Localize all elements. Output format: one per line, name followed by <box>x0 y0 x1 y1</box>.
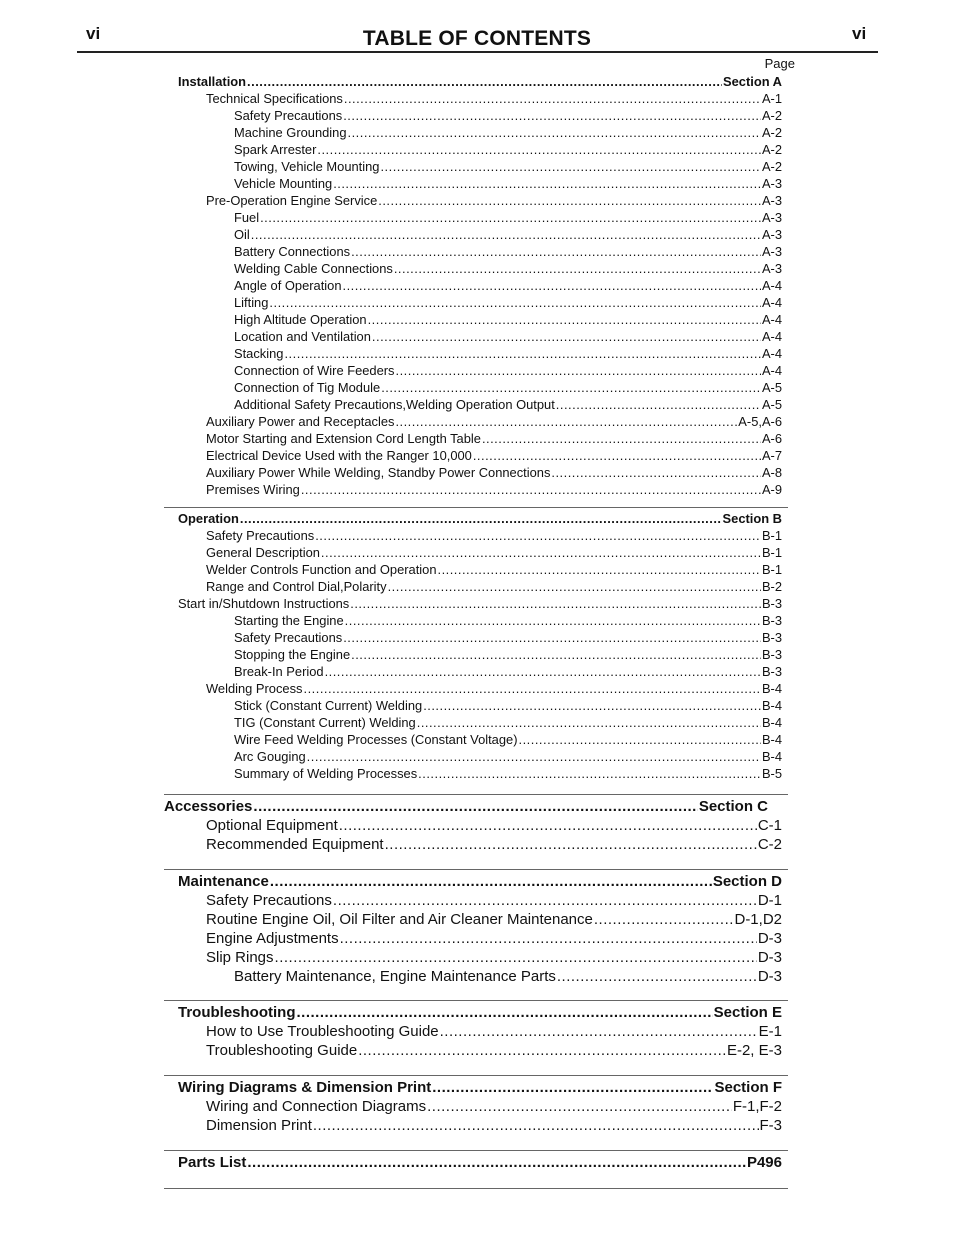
toc-entry-title: Safety Precautions <box>206 528 315 543</box>
toc-entry <box>178 1078 782 1097</box>
dot-leader <box>418 765 761 782</box>
toc-entry-title: Break-In Period <box>234 664 324 679</box>
dot-leader <box>348 124 761 141</box>
toc-entry-page: A-4 <box>761 329 782 344</box>
toc-entry-page: A-3 <box>761 244 782 259</box>
toc-entry-page: A-8 <box>761 465 782 480</box>
toc-entry-title: Welding Process <box>206 681 303 696</box>
dot-leader <box>432 1078 713 1097</box>
toc-entry-page: B-3 <box>761 630 782 645</box>
toc-entry-page: A-6 <box>761 431 782 446</box>
dot-leader <box>417 714 761 731</box>
toc-entry-title: Troubleshooting Guide <box>206 1042 358 1059</box>
dot-leader <box>473 447 761 464</box>
toc-entry-title: Stick (Constant Current) Welding <box>234 698 423 713</box>
dot-leader <box>380 158 760 175</box>
toc-entry-title: Battery Connections <box>234 244 351 259</box>
toc-entry-title: Start in/Shutdown Instructions <box>178 596 350 611</box>
toc-entry-page: A-4 <box>761 295 782 310</box>
dot-leader <box>351 243 761 260</box>
toc-entry-title: Electrical Device Used with the Ranger 10,000 <box>206 448 472 463</box>
toc-entry <box>234 396 782 413</box>
toc-entry-title: Starting the Engine <box>234 613 344 628</box>
toc-entry <box>234 107 782 124</box>
dot-leader <box>313 1116 759 1135</box>
toc-entry-page: B-4 <box>761 749 782 764</box>
toc-entry-title: Parts List <box>178 1154 247 1171</box>
toc-entry-title: Connection of Tig Module <box>234 380 381 395</box>
dot-leader <box>297 1003 713 1022</box>
toc-entry <box>164 797 768 816</box>
toc-entry-page: B-4 <box>761 715 782 730</box>
toc-entry-title: High Altitude Operation <box>234 312 367 327</box>
toc-entry-page: A-1 <box>761 91 782 106</box>
toc-entry <box>178 1153 782 1172</box>
toc-entry-title: Location and Ventilation <box>234 329 371 344</box>
toc-entry-page: B-1 <box>761 545 782 560</box>
toc-entry <box>206 1041 782 1060</box>
toc-entry-page: A-3 <box>761 176 782 191</box>
toc-entry-title: Motor Starting and Extension Cord Length Table <box>206 431 481 446</box>
toc-entry <box>234 175 782 192</box>
dot-leader <box>307 748 761 765</box>
toc-entry <box>234 612 782 629</box>
page-number-left: vi <box>86 24 101 43</box>
toc-entry <box>234 243 782 260</box>
toc-entry <box>234 748 782 765</box>
toc-entry-title: Safety Precautions <box>206 892 332 909</box>
toc-entry-title: Battery Maintenance, Engine Maintenance Parts <box>234 968 556 985</box>
toc-entry-page: D-3 <box>757 930 782 947</box>
toc-entry-page: F-3 <box>759 1117 782 1134</box>
toc-entry-title: Welding Cable Connections <box>234 261 393 276</box>
toc-entry <box>234 731 782 748</box>
dot-leader <box>284 345 760 362</box>
dot-leader <box>247 1153 746 1172</box>
toc-section-wiring <box>164 1078 788 1135</box>
dot-leader <box>427 1097 732 1116</box>
dot-leader <box>388 578 761 595</box>
toc-entry <box>234 765 782 782</box>
toc-entry <box>206 527 782 544</box>
toc-entry <box>206 544 782 561</box>
toc-entry-title: Optional Equipment <box>206 817 338 834</box>
toc-entry-page: B-1 <box>761 528 782 543</box>
toc-section-maintenance <box>164 872 788 986</box>
toc-entry-title: Routine Engine Oil, Oil Filter and Air Cleaner Maintenance <box>206 911 593 928</box>
toc-entry-title: Connection of Wire Feeders <box>234 363 395 378</box>
toc-entry-page: A-3 <box>761 261 782 276</box>
toc-entry <box>206 910 782 929</box>
page-column-label: Page <box>764 56 795 71</box>
toc-entry-page: A-4 <box>761 346 782 361</box>
toc-entry-title: Premises Wiring <box>206 482 300 497</box>
dot-leader <box>333 891 757 910</box>
toc-entry-title: Fuel <box>234 210 260 225</box>
toc-entry <box>206 1022 782 1041</box>
toc-entry-title: Wiring and Connection Diagrams <box>206 1098 427 1115</box>
toc-entry-page: D-3 <box>757 949 782 966</box>
toc-entry-page: A-3 <box>761 193 782 208</box>
toc-section-parts <box>164 1153 788 1172</box>
toc-section-accessories <box>164 797 788 854</box>
toc-entry-title: Towing, Vehicle Mounting <box>234 159 380 174</box>
toc-entry <box>206 1097 782 1116</box>
toc-entry <box>234 379 782 396</box>
dot-leader <box>395 413 737 430</box>
toc-entry-page: E-2, E-3 <box>726 1042 782 1059</box>
toc-entry-page: Section B <box>722 511 782 526</box>
toc-entry-title: Pre-Operation Engine Service <box>206 193 378 208</box>
dot-leader <box>381 379 761 396</box>
dot-leader <box>269 294 761 311</box>
toc-entry <box>178 73 782 90</box>
toc-entry <box>178 872 782 891</box>
toc-entry-page: Section F <box>714 1079 782 1096</box>
toc-entry-title: Stacking <box>234 346 284 361</box>
toc-entry-title: Auxiliary Power and Receptacles <box>206 414 395 429</box>
toc-entry <box>234 646 782 663</box>
toc-entry <box>206 464 782 481</box>
dot-leader <box>321 544 761 561</box>
dot-leader <box>351 646 761 663</box>
toc-entry <box>234 158 782 175</box>
toc-entry <box>206 561 782 578</box>
toc-entry-page: Section A <box>723 74 782 89</box>
toc-entry <box>206 929 782 948</box>
toc-entry <box>234 629 782 646</box>
section-divider <box>164 869 788 870</box>
dot-leader <box>247 73 722 90</box>
toc-entry-page: B-2 <box>761 579 782 594</box>
toc-entry-page: B-5 <box>761 766 782 781</box>
toc-entry <box>234 967 782 986</box>
toc-entry-title: Vehicle Mounting <box>234 176 333 191</box>
toc-entry <box>234 328 782 345</box>
toc-entry-page: A-4 <box>761 278 782 293</box>
toc-entry-title: Oil <box>234 227 250 242</box>
toc-entry-title: Technical Specifications <box>206 91 343 106</box>
toc-entry-title: Troubleshooting <box>178 1004 296 1021</box>
toc-entry-title: TIG (Constant Current) Welding <box>234 715 416 730</box>
toc-entry <box>178 595 782 612</box>
toc-section-installation <box>164 73 788 498</box>
dot-leader <box>368 311 761 328</box>
toc-entry <box>206 90 782 107</box>
toc-entry-page: B-3 <box>761 613 782 628</box>
dot-leader <box>557 967 757 986</box>
toc-entry <box>234 277 782 294</box>
dot-leader <box>423 697 761 714</box>
toc-entry <box>178 1003 782 1022</box>
toc-entry-title: Wire Feed Welding Processes (Constant Voltage) <box>234 732 518 747</box>
toc-entry-page: B-1 <box>761 562 782 577</box>
toc-entry <box>206 948 782 967</box>
toc-entry-page: A-4 <box>761 312 782 327</box>
toc-entry <box>206 192 782 209</box>
toc-entry-page: Section E <box>713 1004 782 1021</box>
toc-entry-title: Additional Safety Precautions,Welding Operation Output <box>234 397 555 412</box>
dot-leader <box>333 175 761 192</box>
toc-entry-title: Stopping the Engine <box>234 647 351 662</box>
toc-entry <box>234 226 782 243</box>
toc-entry <box>234 714 782 731</box>
toc-entry-title: Angle of Operation <box>234 278 342 293</box>
toc-entry-title: Dimension Print <box>206 1117 312 1134</box>
toc-entry-page: B-3 <box>761 596 782 611</box>
toc-entry-page: A-2 <box>761 159 782 174</box>
toc-entry-page: E-1 <box>758 1023 782 1040</box>
toc-entry-page: C-1 <box>757 817 782 834</box>
section-divider <box>164 507 788 508</box>
section-divider <box>164 1150 788 1151</box>
toc-entry-page: B-3 <box>761 664 782 679</box>
toc-entry-title: Summary of Welding Processes <box>234 766 418 781</box>
toc-entry-title: Machine Grounding <box>234 125 347 140</box>
toc-entry-page: A-4 <box>761 363 782 378</box>
dot-leader <box>301 481 761 498</box>
toc-entry-title: Spark Arrester <box>234 142 317 157</box>
page-title: TABLE OF CONTENTS <box>362 27 592 50</box>
dot-leader <box>325 663 761 680</box>
toc-entry <box>234 141 782 158</box>
page-number-right: vi <box>852 24 867 43</box>
section-divider <box>164 1075 788 1076</box>
dot-leader <box>344 90 761 107</box>
dot-leader <box>304 680 761 697</box>
toc-entry-title: Arc Gouging <box>234 749 306 764</box>
toc-entry <box>206 816 782 835</box>
toc-entry <box>234 663 782 680</box>
toc-entry <box>206 891 782 910</box>
toc-entry-title: Auxiliary Power While Welding, Standby Power Connections <box>206 465 551 480</box>
toc-entry <box>206 680 782 697</box>
dot-leader <box>345 612 761 629</box>
toc-entry-page: Section C <box>698 798 768 815</box>
toc-entry <box>178 510 782 527</box>
dot-leader <box>275 948 757 967</box>
toc-entry <box>234 362 782 379</box>
toc-entry-title: How to Use Troubleshooting Guide <box>206 1023 439 1040</box>
toc-entry-title: Maintenance <box>178 873 269 890</box>
toc-entry <box>234 260 782 277</box>
dot-leader <box>372 328 761 345</box>
dot-leader <box>358 1041 726 1060</box>
toc-entry-title: Recommended Equipment <box>206 836 384 853</box>
toc-entry-page: F-1,F-2 <box>732 1098 782 1115</box>
toc-section-troubleshooting <box>164 1003 788 1060</box>
toc-entry-page: A-3 <box>761 210 782 225</box>
title-divider <box>77 51 878 53</box>
toc-entry-title: Accessories <box>164 798 253 815</box>
dot-leader <box>315 527 761 544</box>
toc-entry <box>206 447 782 464</box>
toc-entry-title: Engine Adjustments <box>206 930 339 947</box>
dot-leader <box>343 107 761 124</box>
toc-entry-title: Range and Control Dial,Polarity <box>206 579 387 594</box>
toc-entry-title: Installation <box>178 74 247 89</box>
dot-leader <box>519 731 761 748</box>
dot-leader <box>437 561 760 578</box>
dot-leader <box>343 277 761 294</box>
toc-entry <box>206 835 782 854</box>
toc-entry-title: Welder Controls Function and Operation <box>206 562 437 577</box>
toc-entry-title: Safety Precautions <box>234 108 343 123</box>
toc-entry-page: A-9 <box>761 482 782 497</box>
toc-entry-page: C-2 <box>757 836 782 853</box>
toc-entry <box>206 1116 782 1135</box>
dot-leader <box>339 816 757 835</box>
dot-leader <box>240 510 722 527</box>
toc-entry <box>234 124 782 141</box>
dot-leader <box>594 910 734 929</box>
toc-entry-page: B-4 <box>761 681 782 696</box>
toc-entry <box>206 430 782 447</box>
dot-leader <box>253 797 697 816</box>
toc-entry-page: A-2 <box>761 142 782 157</box>
toc-entry-page: A-2 <box>761 125 782 140</box>
toc-entry-page: A-7 <box>761 448 782 463</box>
dot-leader <box>260 209 761 226</box>
toc-entry-page: D-1,D2 <box>734 911 782 928</box>
toc-entry-title: Slip Rings <box>206 949 274 966</box>
toc-entry-page: D-1 <box>757 892 782 909</box>
dot-leader <box>270 872 712 891</box>
dot-leader <box>317 141 761 158</box>
toc-entry <box>206 413 782 430</box>
section-divider <box>164 1000 788 1001</box>
toc-entry-page: B-3 <box>761 647 782 662</box>
toc-entry <box>234 345 782 362</box>
toc-entry <box>206 578 782 595</box>
toc-section-operation <box>164 510 788 782</box>
dot-leader <box>378 192 761 209</box>
dot-leader <box>394 260 761 277</box>
toc-entry <box>234 209 782 226</box>
dot-leader <box>482 430 761 447</box>
toc-entry-page: A-5 <box>761 397 782 412</box>
dot-leader <box>385 835 757 854</box>
toc-entry-page: A-5,A-6 <box>738 414 782 429</box>
dot-leader <box>551 464 761 481</box>
toc-entry-page: A-3 <box>761 227 782 242</box>
dot-leader <box>440 1022 758 1041</box>
dot-leader <box>350 595 761 612</box>
toc-entry-page: B-4 <box>761 698 782 713</box>
dot-leader <box>343 629 761 646</box>
toc-entry-title: Wiring Diagrams & Dimension Print <box>178 1079 432 1096</box>
toc-entry-page: Section D <box>712 873 782 890</box>
toc-entry-title: General Description <box>206 545 320 560</box>
toc-entry <box>234 311 782 328</box>
section-divider <box>164 794 788 795</box>
toc-entry-title: Safety Precautions <box>234 630 343 645</box>
dot-leader <box>396 362 761 379</box>
toc-entry-page: D-3 <box>757 968 782 985</box>
dot-leader <box>251 226 761 243</box>
toc-entry <box>206 481 782 498</box>
toc-entry-page: A-5 <box>761 380 782 395</box>
toc-entry-title: Operation <box>178 511 239 526</box>
section-divider <box>164 1188 788 1189</box>
toc-entry-page: B-4 <box>761 732 782 747</box>
dot-leader <box>340 929 757 948</box>
toc-entry-page: A-2 <box>761 108 782 123</box>
toc-entry <box>234 697 782 714</box>
dot-leader <box>556 396 761 413</box>
toc-entry-page: P496 <box>746 1154 782 1171</box>
toc-entry-title: Lifting <box>234 295 269 310</box>
toc-entry <box>234 294 782 311</box>
